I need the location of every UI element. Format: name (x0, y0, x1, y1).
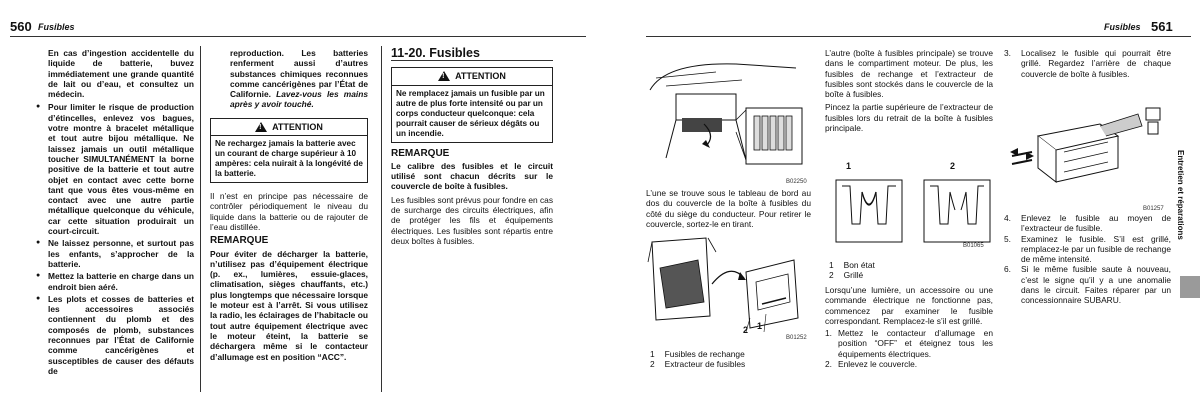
legend-text: Fusibles de rechange (664, 349, 745, 359)
warning-icon: ! (255, 122, 267, 132)
fuse-extractor-figure (1008, 96, 1174, 208)
fig2-legend (650, 349, 810, 370)
fig-label: 1 (757, 321, 763, 331)
list-item: 5. Examinez le fusible. S’il est grillé, remplacez-le par un fusible de rechange de même intensité. (1004, 233, 1171, 265)
right-col3-top (1004, 48, 1171, 79)
fuse-condition-legend (829, 260, 989, 281)
fuse-box-cover-figure (646, 232, 808, 342)
section-rule (391, 60, 553, 61)
chapter-tab (1180, 276, 1200, 298)
ingestion-text: En cas d’ingestion accidentelle du liquide de batterie, buvez immédiatement une grande quantité de lait ou d’eau, et consultez un médecin. (48, 48, 194, 100)
warning-icon: ! (438, 71, 450, 81)
reproduction-text: reproduction. Les batteries renferment aussi d’autres substances chimiques reconnues comme cancérigènes par l’État de Californie. (230, 48, 368, 100)
list-item: 3. Localisez le fusible qui pourrait être grillé. Regardez l’arrière de chaque couvercle de boîte à fusibles. (1004, 48, 1171, 79)
legend-number: 2 (650, 359, 655, 370)
list-item: ● Mettez la batterie en charge dans un endroit bien aéré. (36, 271, 194, 292)
legend-number: 2 (829, 270, 834, 281)
right-col3-bottom (1004, 213, 1171, 306)
right-header-rule (646, 36, 1191, 37)
list-item: ● Les plots et cosses de batteries et les accessoires associés contiennent du plomb et des composés de plomb, substances reconnues par l’État de Californie comme cancérigènes et susceptibles de causer des défauts de (36, 294, 194, 376)
right-col2-bottom (825, 285, 993, 369)
list-item: ● Pour limiter le risque de production d’étincelles, enlevez vos bagues, votre montre à bracelet métallique et tout autre bijou métallique. Ne laissez jamais un outil métallique toucher SIMULTANÉMENT la borne positive de la batterie et tout autre objet en contact avec cette borne tant que vous êtes vous-même en contact avec une autre partie métallique quelconque du véhicule, car cette situation produirait un court-circuit. (36, 102, 194, 236)
battery-warning-box (210, 118, 368, 183)
steps-list (1004, 213, 1171, 306)
remarque-title: REMARQUE (391, 147, 450, 159)
left-page-title: Fusibles (38, 22, 75, 32)
fig-label: 2 (950, 161, 956, 171)
left-page-number: 560 (10, 19, 32, 34)
dashboard-fuse-box-figure (646, 50, 806, 180)
figure-code: B02250 (786, 179, 807, 185)
list-item: ● Ne laissez personne, et surtout pas les enfants, s’approcher de la batterie. (36, 238, 194, 269)
fuse-condition-figure (826, 158, 996, 254)
steps-list (825, 328, 993, 369)
list-item: 1. Mettez le contacteur d’allumage en position “OFF” et éteignez tous les équipements électriques. (825, 328, 993, 359)
right-page-title: Fusibles (1104, 22, 1141, 32)
column-divider (200, 46, 201, 392)
remarque-body: Pour éviter de décharger la batterie, n’utilisez pas d’équipement électrique (p. ex., lumières, essuie-glaces, climatisation, sièges chauffants, etc.) plus longtemps que nécessaire lorsque le moteur est à l’arrêt. Si vous utilisez la radio, les éclairages de l’habitacle ou tout autre équipement électrique avec le moteur éteint, la batterie se déchargera même si le contacteur d’allumage est en position “ACC”. (210, 248, 368, 362)
battery-safety-list (36, 102, 194, 376)
left-col3 (391, 48, 553, 246)
check-fuse-text: Lorsqu’une lumière, un accessoire ou une commande électrique ne fonctionne pas, commencez par examiner le fusible correspondant. Remplacez-le s’il est grillé. (825, 285, 993, 326)
legend-number: 1 (650, 349, 655, 359)
section-title: 11-20. Fusibles (391, 46, 480, 60)
left-col1 (36, 48, 194, 378)
fig-label: 1 (846, 161, 852, 171)
right-page-number: 561 (1151, 19, 1173, 34)
wash-hands-text: Lavez-vous les mains après y avoir touché. (230, 89, 368, 110)
fig-label: 2 (743, 325, 749, 335)
legend-text: Grillé (843, 270, 864, 281)
warning-title: ATTENTION (455, 71, 506, 82)
remarque-body: Les fusibles sont prévus pour fondre en cas de surcharge des circuits électriques, afin de protéger les fils et équipements électriques. Les fusibles sont répartis entre deux boîtes à fusibles. (391, 194, 554, 246)
fig1-caption: L’une se trouve sous le tableau de bord au dos du couvercle de la boîte à fusibles du côté du siège du conducteur. Pour retirer le couvercle, sortez-le en tirant. (646, 188, 811, 229)
remarque-title: REMARQUE (210, 235, 269, 247)
list-item: 4. Enlevez le fusible au moyen de l’extracteur de fusible. (1004, 213, 1171, 234)
column-divider (381, 46, 382, 392)
left-col2 (210, 48, 368, 362)
legend-text: Bon état (843, 260, 875, 270)
chapter-side-label: Entretien et réparations (1176, 150, 1185, 240)
warning-body: Ne remplacez jamais un fusible par un autre de plus forte intensité ou par un corps conducteur quelconque: cela pourrait causer de sérieux dégâts ou un incendie. (396, 88, 545, 138)
list-item: 6. Si le même fusible saute à nouveau, c’est le signe qu’il y a une anomalie dans le circuit. Faites réparer par un concessionnaire SUBARU. (1004, 264, 1171, 306)
warning-body: Ne rechargez jamais la batterie avec un courant de charge supérieur à 10 ampères: cela nuirait à la longévité de la batterie. (215, 139, 363, 179)
legend-text: Extracteur de fusibles (664, 359, 746, 370)
warning-title: ATTENTION (272, 121, 323, 132)
fuse-warning-box (391, 67, 553, 142)
figure-code: B01065 (963, 243, 984, 249)
figure-code: B01252 (786, 335, 807, 341)
list-item: 2. Enlevez le couvercle. (825, 359, 918, 370)
left-header-rule (10, 36, 586, 37)
extractor-text: Pincez la partie supérieure de l’extracteur de fusibles lors du retrait de la boîte à fusibles principale. (825, 102, 993, 134)
distilled-water-text: Il n’est en principe pas nécessaire de contrôler périodiquement le niveau du liquide dans la batterie ou de rajouter de l’eau distillée. (210, 191, 368, 232)
main-fuse-box-text: L’autre (boîte à fusibles principale) se trouve dans le compartiment moteur. De plus, les fusibles de rechange et l’extracteur de fusibles sont stockés dans le couvercle de la boîte à fusibles. (825, 48, 993, 100)
remarque-bold: Le calibre des fusibles et le circuit utilisé sont chacun décrits sur le couvercle de boîte à fusibles. (391, 160, 553, 192)
legend-number: 1 (829, 260, 834, 270)
right-col2-top (825, 48, 993, 133)
figure-code: B01257 (1143, 206, 1164, 212)
